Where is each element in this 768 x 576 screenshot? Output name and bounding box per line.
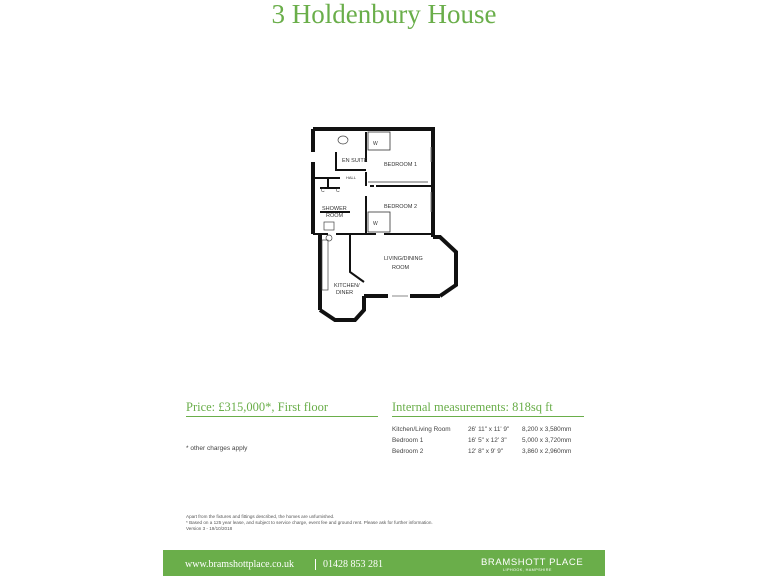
floor-plan: [300, 122, 470, 332]
website-link[interactable]: www.bramshottplace.co.uk: [185, 559, 295, 570]
label-living-1: LIVING/DINING: [384, 256, 423, 262]
footer-separator: [315, 559, 316, 570]
label-wardrobe-1: W: [373, 141, 378, 147]
measurements-divider: [392, 416, 584, 417]
disclaimer-line-1: Apart from the fixtures and fittings described, the homes are unfurnished.: [186, 514, 335, 519]
price-divider: [186, 416, 378, 417]
disclaimer-line-2: * Based on a 125 year lease, and subject to service charge, event fee and ground rent. Please ask for further information.: [186, 520, 433, 525]
label-wardrobe-2: W: [373, 221, 378, 227]
brand-logo: BRAMSHOTT PLACE: [481, 557, 584, 568]
label-cupboard-1: C: [321, 188, 325, 194]
living-bay: [433, 237, 456, 296]
phone-number[interactable]: 01428 853 281: [323, 559, 383, 570]
label-kitchen-2: DINER: [336, 290, 354, 296]
price: Price: £315,000*, First floor: [186, 400, 329, 414]
label-bedroom2: BEDROOM 2: [384, 204, 418, 210]
measurements-table: [392, 426, 571, 459]
charges-note: * other charges apply: [186, 445, 248, 452]
wardrobe-bed2: [368, 212, 390, 232]
internal-measurements-title: Internal measurements: 818sq ft: [392, 400, 553, 414]
label-shower-1: SHOWER: [322, 206, 347, 212]
disclaimer: [186, 514, 436, 532]
label-kitchen-1: KITCHEN/: [334, 283, 360, 289]
table-row: Bedroom 2 12' 8" x 9' 9" 3,860 x 2,960mm: [392, 448, 572, 455]
label-shower-2: ROOM: [326, 213, 344, 219]
label-living-2: ROOM: [392, 265, 410, 271]
table-row: Bedroom 1 16' 5" x 12' 3" 5,000 x 3,720mm: [392, 437, 572, 444]
disclaimer-version: Version 3 - 19/10/2018: [186, 526, 233, 531]
table-row: Kitchen/Living Room 26' 11" x 11' 9" 8,200 x 3,580mm: [392, 426, 572, 433]
brand-location: LIPHOOK, HAMPSHIRE: [503, 568, 552, 572]
label-cupboard-2: C: [336, 188, 340, 194]
page-title: 3 Holdenbury House: [271, 0, 497, 29]
kitchen-bay: [320, 296, 364, 320]
label-bedroom1: BEDROOM 1: [384, 162, 418, 168]
label-hall: HALL: [346, 175, 357, 180]
footer-bar: [163, 550, 605, 576]
label-en-suite: EN SUITE: [342, 158, 368, 164]
wardrobe-bed1: [368, 132, 390, 150]
